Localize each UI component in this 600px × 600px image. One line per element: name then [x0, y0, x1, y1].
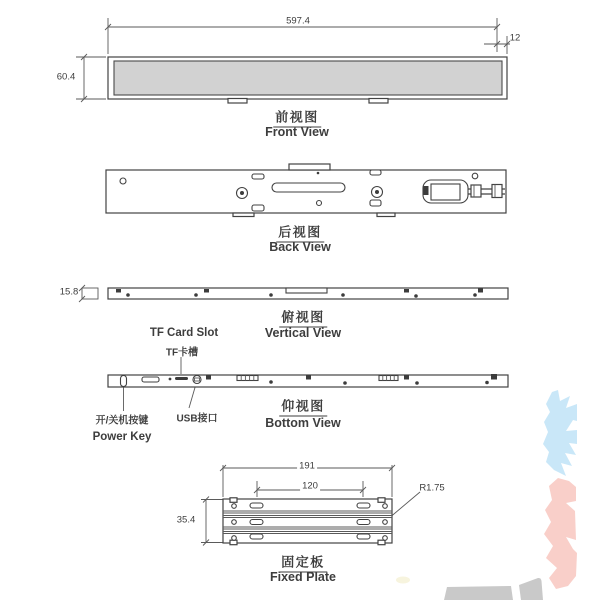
- pin-hole: [169, 378, 172, 381]
- notch: [206, 375, 211, 380]
- mount-keyhole-left-pin: [240, 191, 244, 195]
- slot-hole: [370, 170, 381, 175]
- watermark-pink-shape: [544, 478, 577, 589]
- bottom-view-title-en: Bottom View: [265, 416, 341, 430]
- hanging-bracket: [289, 164, 330, 170]
- power-key-label-en: Power Key: [92, 431, 152, 443]
- front-view-title-zh: 前视图: [273, 107, 321, 128]
- handle-slot: [272, 183, 345, 192]
- dim-plate-width: 191: [299, 460, 315, 472]
- vent-slot: [142, 377, 159, 382]
- dim-front-height: 60.4: [56, 71, 76, 83]
- dim-plate-radius: R1.75: [419, 482, 445, 494]
- slot-hole: [370, 200, 381, 206]
- usb-leader-line: [189, 384, 196, 408]
- top-slot: [286, 288, 327, 293]
- power-key-slot: [121, 376, 127, 387]
- watermark: [396, 390, 577, 600]
- vertical-view-drawing: [79, 285, 508, 302]
- dim-top-thickness: 15.8: [59, 286, 79, 298]
- back-view-title-en: Back View: [269, 240, 331, 254]
- mount-keyhole-right-pin: [375, 190, 379, 194]
- vertical-view-title-zh: 俯视图: [279, 307, 327, 328]
- mount-tab: [377, 213, 395, 217]
- back-view-title-zh: 后视图: [276, 222, 324, 243]
- watermark-yellow-smudge: [396, 577, 410, 584]
- watermark-gray-shape: [444, 586, 513, 600]
- usb-port-label-zh: USB接口: [176, 413, 218, 425]
- mount-tab: [228, 99, 247, 104]
- tf-card-slot-label-zh: TF卡槽: [165, 347, 199, 359]
- dim-plate-hole-span: 120: [302, 480, 318, 492]
- speaker-grille: [379, 376, 398, 381]
- notch: [204, 289, 209, 293]
- front-view-title-en: Front View: [265, 125, 329, 139]
- notch: [116, 289, 121, 293]
- power-module-inner: [431, 184, 460, 200]
- notch: [404, 375, 409, 380]
- small-hole: [317, 201, 322, 206]
- dimension-lines-thickness: [79, 285, 98, 302]
- cable-connector: [492, 185, 502, 198]
- power-key-label-zh: 开/关机按键: [95, 415, 149, 427]
- back-view-drawing: [106, 164, 506, 217]
- screw-hole: [120, 178, 126, 184]
- watermark-gray-shape: [519, 578, 543, 600]
- notch: [478, 289, 483, 293]
- power-module-contact: [424, 186, 429, 195]
- dim-plate-height: 35.4: [176, 514, 196, 526]
- vertical-view-title-en: Vertical View: [264, 326, 342, 340]
- fixed-plate-title-zh: 固定板: [279, 552, 327, 573]
- cable-connector: [471, 185, 481, 197]
- mount-tab: [369, 99, 388, 104]
- slot-hole: [252, 174, 264, 179]
- dim-front-edge: 12: [509, 32, 521, 44]
- speaker-grille: [237, 376, 258, 381]
- notch: [404, 289, 409, 293]
- slot-hole: [252, 205, 264, 211]
- watermark-blue-shape: [543, 390, 577, 476]
- tf-card-slot-label-en: TF Card Slot: [149, 327, 219, 339]
- mount-tab: [233, 213, 254, 217]
- front-view-drawing: [76, 15, 510, 103]
- dim-front-width: 597.4: [286, 15, 310, 27]
- dimension-lines-front-height: [76, 54, 106, 102]
- notch: [491, 374, 497, 380]
- notch: [306, 375, 311, 380]
- fixed-plate-drawing: [201, 465, 420, 546]
- screw-hole: [472, 173, 478, 179]
- fixed-plate-title-en: Fixed Plate: [270, 570, 336, 584]
- bottom-view-title-zh: 仰视图: [279, 396, 327, 417]
- pin-hole: [317, 172, 320, 175]
- front-screen: [114, 61, 502, 95]
- dimension-lines-plate-height: [201, 497, 225, 546]
- tf-card-slot: [175, 377, 188, 380]
